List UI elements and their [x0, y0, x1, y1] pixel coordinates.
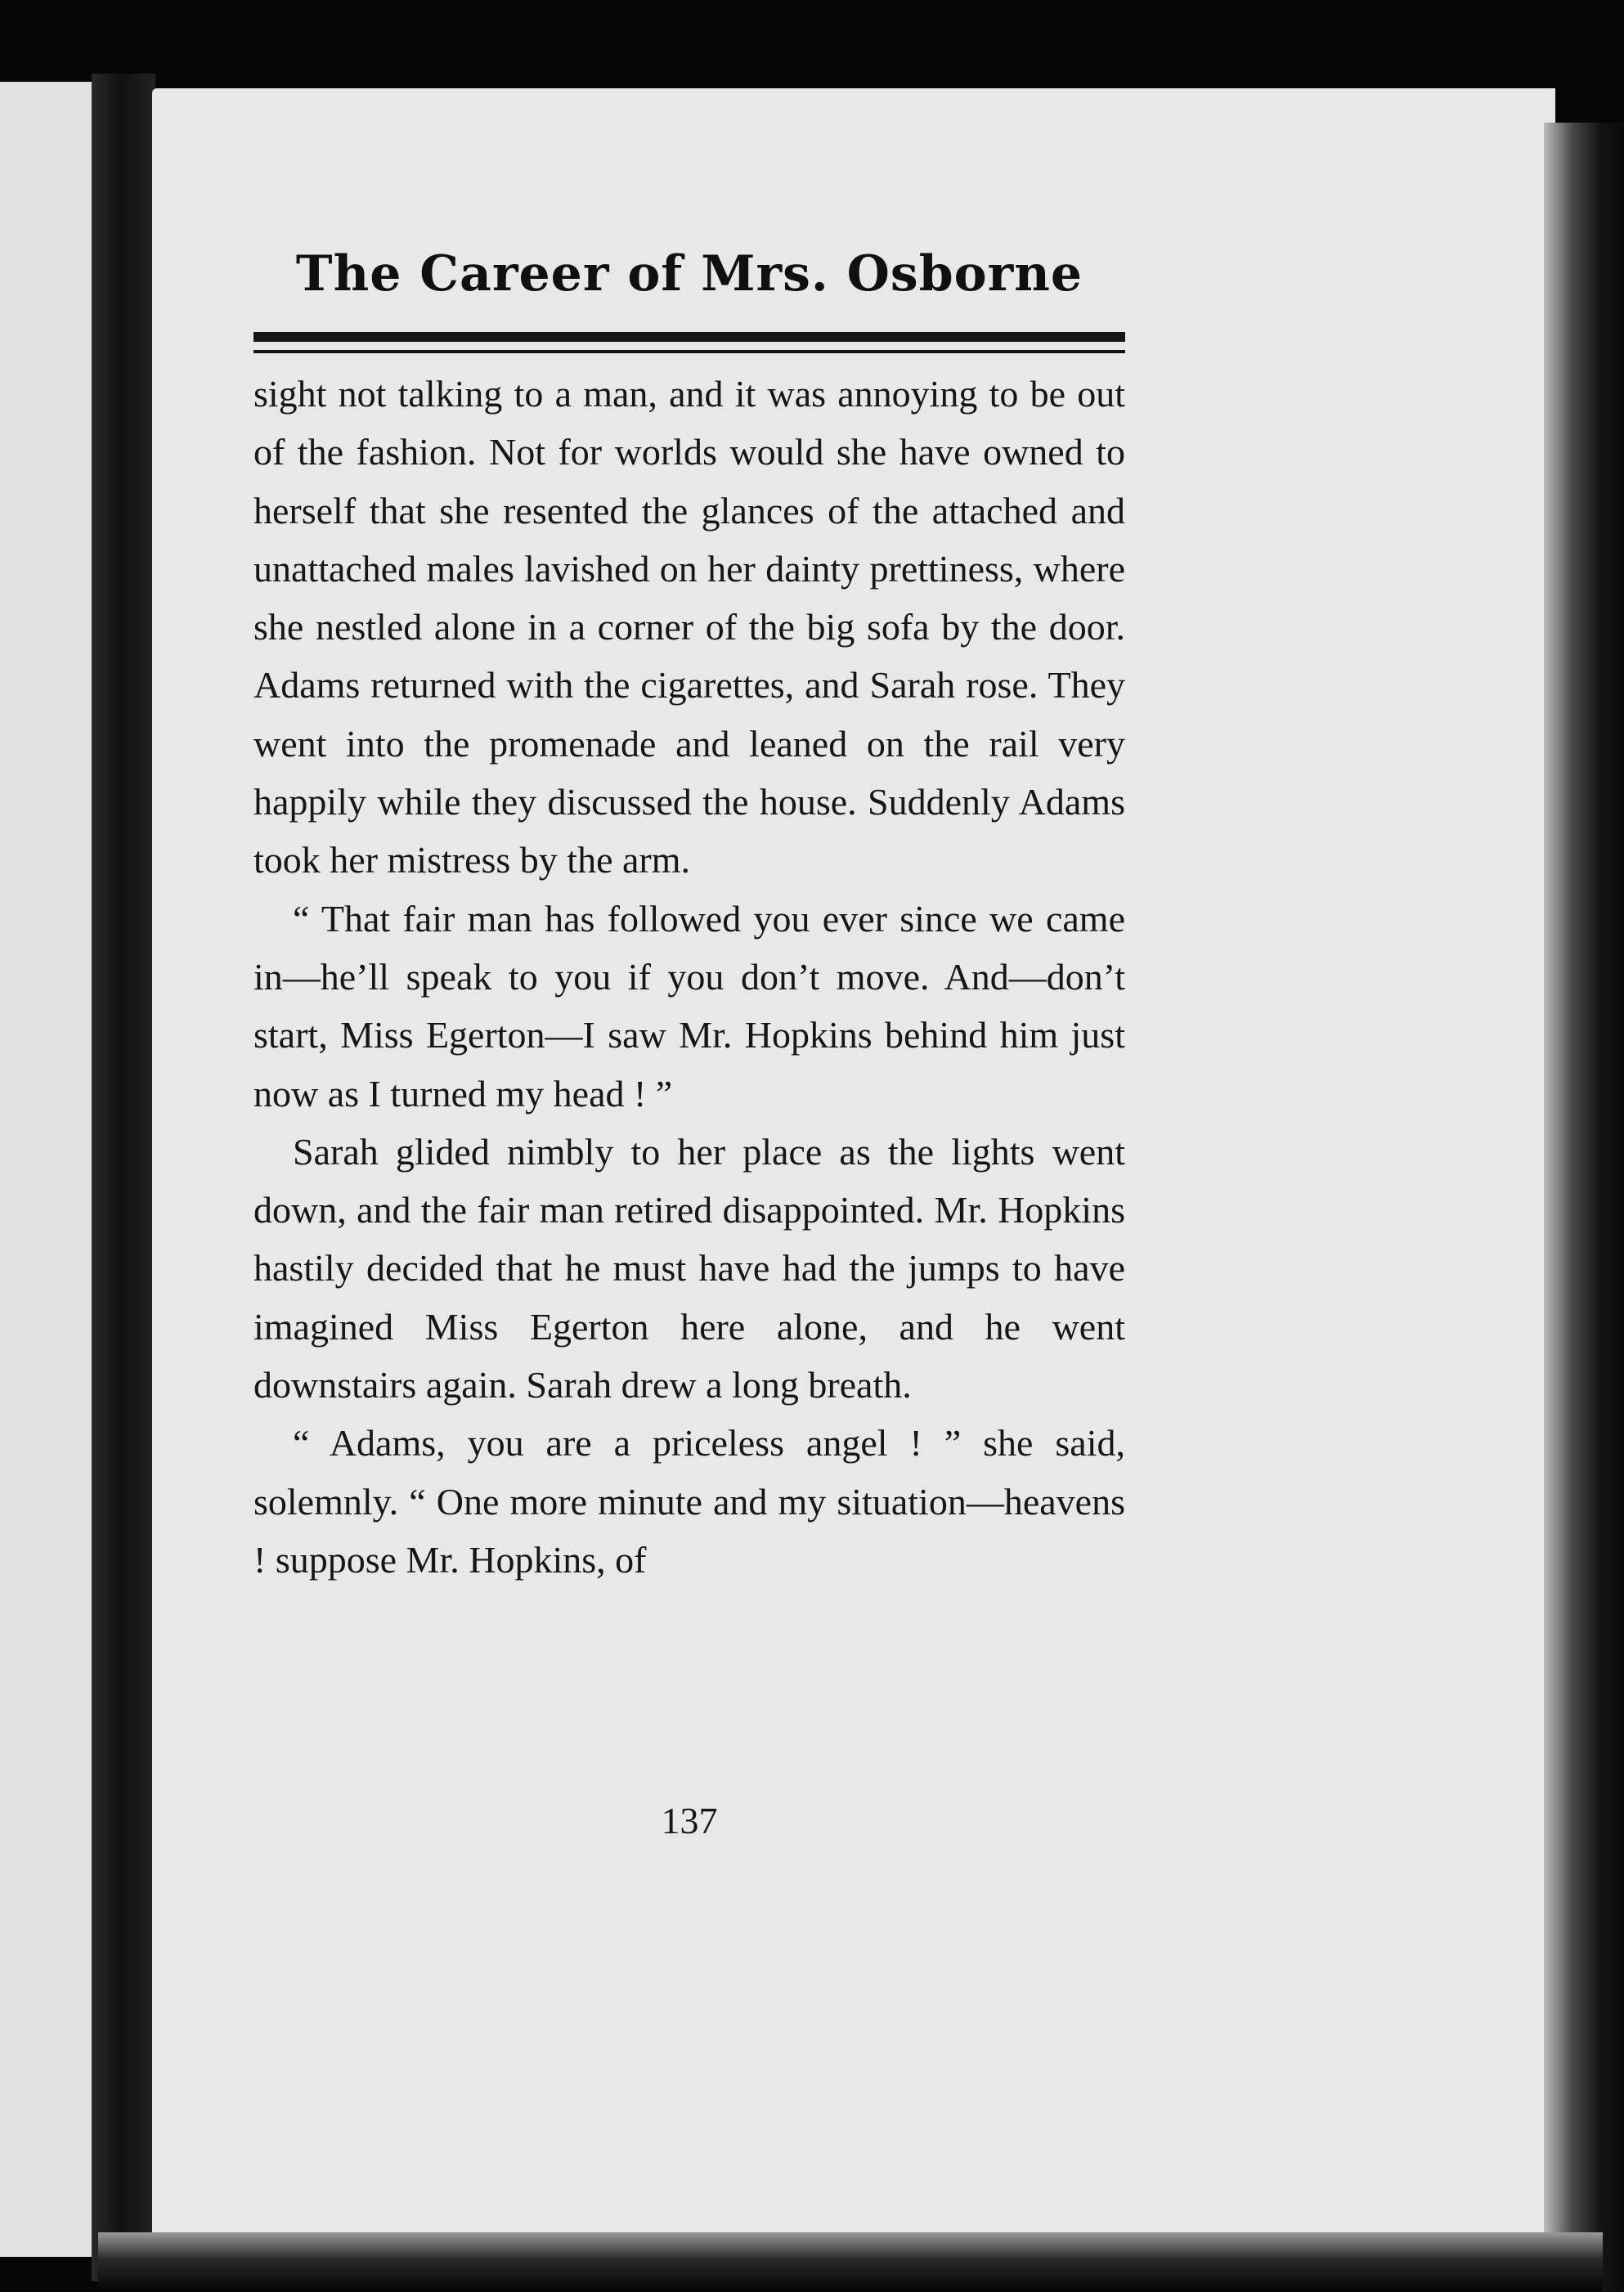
page-number: 137: [661, 1800, 718, 1841]
page-right-edge: [1544, 123, 1624, 2292]
book-gutter: [92, 74, 155, 2281]
header-rule-thin: [253, 350, 1125, 353]
header-rule-thick: [253, 332, 1125, 342]
page-bottom-edge: [98, 2232, 1603, 2292]
paragraph: Sarah glided nimbly to her place as the lights went down, and the fair man retired disappointed. Mr. Hopkins hastily decided that he must have had the jumps to have imagined Miss Egerton here alone, and he went downstairs again. Sarah drew a long breath.: [253, 1130, 1125, 1406]
running-head: The Career of Mrs. Osborne: [295, 245, 1083, 303]
paragraph: “ That fair man has followed you ever since we came in—he’ll speak to you if you don’t move. And—don’t start, Miss Egerton—I saw Mr. Hopkins behind him just now as I turned my head ! ”: [253, 897, 1125, 1115]
paragraph: “ Adams, you are a priceless angel ! ” she said, solemnly. “ One more minute and my situation—heavens ! suppose Mr. Hopkins, of: [253, 1422, 1125, 1581]
paragraph: sight not talking to a man, and it was annoying to be out of the fashion. Not for worlds would she have owned to herself that she resented the glances of the attached and unattached males lavished on her dainty prettiness, where she nestled alone in a corner of the big sofa by the door. Adams returned with the cigarettes, and Sarah rose. They went into the promenade and leaned on the rail very happily while they discussed the house. Suddenly Adams took her mistress by the arm.: [253, 373, 1125, 881]
body-text: [253, 365, 1125, 1589]
